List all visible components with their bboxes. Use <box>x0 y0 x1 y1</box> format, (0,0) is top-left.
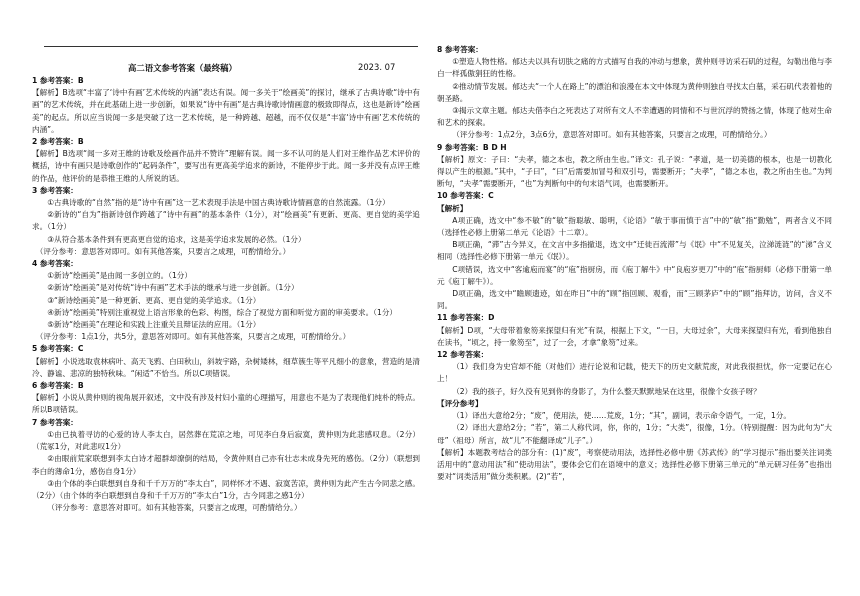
answer-paragraph: （评分参考：意思答对即可。如有其他答案，只要言之成理，可酌情给分。） <box>35 246 291 256</box>
answer-paragraph: （评分参考：1点1分，共5分，意思答对即可。如有其他答案，只要言之成理，可酌情给分。） <box>35 332 351 342</box>
answer-paragraph: ③由个体的李白联想到自身和千千万万的“李太白”，同样怀才不遇、寂寞苦凉，黄仲则为此产生古今同悲之感。（2分）（由个体的李白联想到自身和千千万万的“李太白”1分，古今同悲之感1分） <box>32 478 420 500</box>
answer-paragraph: ⑤新诗“绘画美”在理论和实践上注重关且辩证法的应用。（1分） <box>47 320 261 330</box>
answer-paragraph: （评分参考：意思答对即可。如有其他答案，只要言之成理，可酌情给分。） <box>47 503 302 513</box>
document-title: 高二语文参考答案（最终稿） <box>128 63 237 73</box>
answer-paragraph: 【解析】原文：子曰：“夫孝，德之本也，教之所由生也。”译文：孔子说：“孝道，是一切美德的根本，也是一切教化得以产生的根源。”其中，“子曰”，“曰”后需要加冒号和双引号，需要断开；“夫孝”，“德之本也，教之所由生也。”为判断句，“夫孝”需要断开，“也”为判断句中的句末语气词，也需要断开。 <box>437 154 832 189</box>
answer-paragraph: A项正确，选文中“参不敏”的“敏”指聪敏、聪明，《论语》“敏于事而慎于言”中的“敏”指“勤勉”，两者含义不同（选择性必修上册第二单元《论语》十二章）。 <box>437 215 832 238</box>
answer-paragraph: ②推动情节发展。郁达夫“一个人在路上”的漂泊和浪漫在本文中体现为黄仲则独自寻找太白墓，采石矶代表着他的朝圣路。 <box>437 81 832 103</box>
answer-paragraph: （1）我们身为史官却不能（对他们）进行论说和记载，使天下的历史文献荒废，对此我很担忧，你一定要记在心上！ <box>437 362 832 384</box>
answer-paragraph: ④新诗“绘画美”特别注重视觉上语言形象的色彩、构图，综合了视觉方面和听觉方面的审美要求。（1分） <box>47 307 398 317</box>
answer-paragraph: ①新诗“绘画美”是由闻一多创立的。（1分） <box>47 271 192 281</box>
answer-paragraph: ②新诗的“自为”指新诗创作跨越了“诗中有画”的基本条件（1分），对“绘画美”有更新、更高、更自觉的美学追求。（1分） <box>32 210 420 232</box>
answer-paragraph: （2）我的孩子，好久没有见到你的身影了，为什么整天默默地呆在这里，很像个女孩子呀？ <box>452 386 761 396</box>
answer-paragraph: 【解析】小说从黄仲则的视角展开叙述，文中没有涉及村妇小童的心理描写，用意也不是为了表现他们纯朴的特点。所以B项错误。 <box>32 393 420 415</box>
answer-heading: 4 参考答案： <box>32 259 78 269</box>
answer-paragraph: ②新诗“绘画美”是对传统“诗中有画”艺术手法的继承与进一步创新。（1分） <box>47 283 299 293</box>
answer-paragraph: B项正确，“滞”古今异义，在文言中多指撤退，选文中“迁徙百流滞”与《氓》中“不见复关，泣涕涟涟”的“涕”含义相同（选择性必修下册第一单元《氓》）。 <box>437 240 832 262</box>
answer-paragraph: ③“新诗绘画美”是一种更新、更高、更自觉的美学追求。（1分） <box>47 295 261 305</box>
answer-paragraph: C项错误，选文中“客逾庖而宴”的“庖”指厨房，而《庖丁解牛》中“良庖岁更刀”中的“庖”指厨师（必修下册第一单元《庖丁解牛》）。 <box>437 264 832 286</box>
answer-paragraph: （2）译出大意给2分；“若”，第二人称代词，你，你的，1分；“大类”，很像，1分。（特别提醒：因为此句为“大母”（祖母）所言，故“儿”不能翻译成“儿子”。） <box>437 423 832 445</box>
answer-heading: 9 参考答案：B D H <box>437 142 507 152</box>
answer-heading: 【解析】 <box>437 203 468 213</box>
header-rule <box>44 46 418 47</box>
answer-paragraph: ③从符合基本条件到有更高更自觉的追求，这是美学追求发展的必然。（1分） <box>47 234 306 244</box>
answer-paragraph: ②由眼前荒家联想到李太白诗才超群却潦倒的结局，令黄仲则自己亦有壮志未成身先死的感伤。（2分）（联想到李白的薄命1分，感伤自身1分） <box>32 454 420 476</box>
document-date: 2023. 07 <box>358 62 396 72</box>
answer-heading: 7 参考答案： <box>32 417 78 427</box>
answer-heading: 12 参考答案： <box>437 350 489 360</box>
answer-heading: 【评分参考】 <box>437 398 483 408</box>
answer-heading: 5 参考答案：C <box>32 344 84 354</box>
answer-paragraph: ①古典诗歌的“自然”指的是“诗中有画”这一艺术表现手法是中国古典诗歌诗情画意的自然流露。（1分） <box>47 198 390 208</box>
answer-paragraph: 【解析】本题教考结合的部分有：(1)“废”，考察使动用法，选择性必修中册《苏武传》的“学习提示”指出要关注词类活用中的“意动用法”和“使动用法”，要体会它们在语境中的意义；选择性必修下册第三单元的“单元研习任务”也指出要对“词类活用”做分类积累。(2)“若”， <box>437 447 832 482</box>
answer-heading: 10 参考答案：C <box>437 191 494 201</box>
answer-paragraph: D项正确，选文中“瞻顾遗迹，如在昨日”中的“顾”指回顾、观看，而“三顾茅庐”中的“顾”指拜访，访问，含义不同。 <box>437 289 832 311</box>
answer-paragraph: （评分参考：1点2分，3点6分，意思答对即可。如有其他答案，只要言之成理，可酌情给分。） <box>452 130 772 140</box>
left-column <box>32 75 420 514</box>
answer-paragraph: ①塑造人物性格。郁达夫以具有切肤之痛的方式描写自我的冲动与想象，黄仲则寻访采石矶的过程，勾勒出他与李白一样孤傲狷狂的性格。 <box>437 57 832 79</box>
answer-paragraph: 【解析】B选项“丰富了‘诗中有画’艺术传统的内涵”表达有误。闻一多关于“绘画美”的探讨，继承了古典诗歌“诗中有画”的艺术传统，并在此基础上进一步创新，如果说“诗中有画”是古典诗歌诗情画意的极致即得点，这也是新诗“绘画美”的起点。所以应当说闻一多是突破了这一艺术传统，是一种跨越、超越，而不仅仅是“丰富‘诗中有画’艺术传统的内涵”。 <box>32 88 420 134</box>
answer-heading: 1 参考答案：B <box>32 76 84 85</box>
answer-paragraph: 【解析】B选项“闻一多对王维的诗歌及绘画作品并不赞许”理解有误。闻一多不认可的是人们对王维作品艺术评价的概括，诗中有画只是诗歌创作的“起码条件”，要写出有更高美学追求的新诗，不能停步于此。闻一多并没有点评王维的作品，他评价的是恭推王维的人所说的话。 <box>32 149 420 183</box>
answer-heading: 8 参考答案： <box>437 45 483 54</box>
right-column <box>437 44 832 483</box>
answer-paragraph: 【解析】D项，“大母带着象笏来探望归有光”有误，根据上下文，“一日，大母过余”，大母来探望归有光，看到他独自在读书，“顷之，持一象笏至”，过了一会，才拿“象笏”过来。 <box>437 325 832 347</box>
answer-heading: 11 参考答案：D <box>437 313 495 323</box>
answer-paragraph: 【解析】小说选取袁林病叶、高天飞鸦、白田秋山，斜坡宇路，杂树矮林，细草簇生等平凡细小的意象，营造的是清冷、静谧、悲凉的独特秋味。“闲适”不恰当。所以C项错误。 <box>32 356 420 378</box>
answer-heading: 3 参考答案： <box>32 185 78 195</box>
answer-paragraph: （1）译出大意给2分；“废”，使用法，使……荒废，1分；“其”，副词，表示命令语气，一定，1分。 <box>452 411 791 421</box>
answer-heading: 6 参考答案：B <box>32 381 84 391</box>
answer-heading: 2 参考答案：B <box>32 137 84 147</box>
answer-paragraph: ③揭示文章主题。郁达夫借李白之死表达了对所有文人不幸遭遇的同情和不与世沉浮的赞扬之情，体现了他对生命和艺术的探索。 <box>437 106 832 128</box>
answer-paragraph: ①由已执着寻访的心爱的诗人李太白，居然葬在荒凉之地，可见李白身后寂寞，黄仲则为此悲感叹息。（2分）（荒冢1分，对此悲叹1分） <box>32 429 420 452</box>
